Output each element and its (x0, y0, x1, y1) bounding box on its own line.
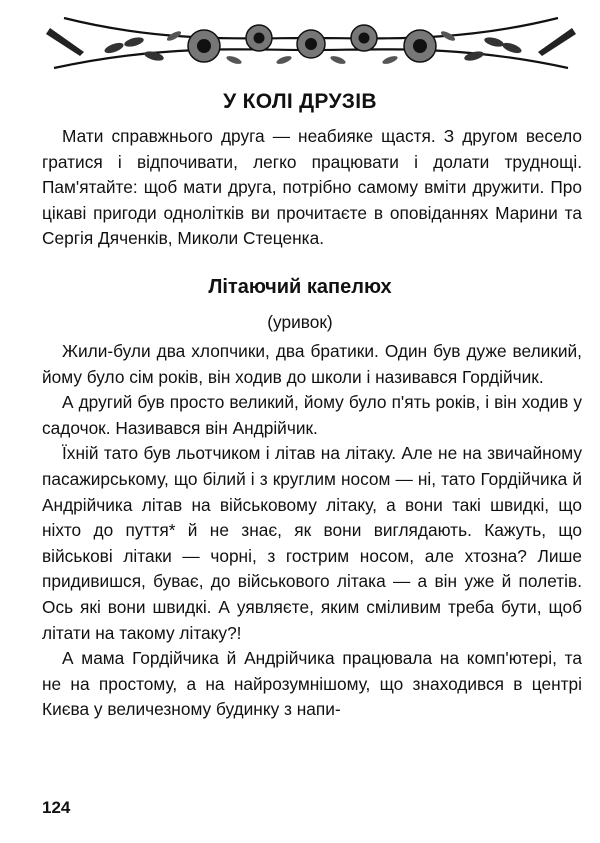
story-body (42, 339, 582, 723)
story-title: Літаючий капелюх (208, 276, 392, 298)
story-subtitle: (уривок) (267, 312, 333, 332)
story-paragraph: А мама Гордійчика й Андрійчика працювала на комп'ютері, та не на простому, а на найрозумнішому, що знаходився в центрі Києва у величезному будинку з напи- (42, 648, 582, 720)
story-paragraph: Жили-були два хлопчики, два братики. Один був дуже великий, йому було сім років, він ходив до школи і називався Гордійчик. (42, 341, 582, 387)
page-number: 124 (42, 798, 71, 817)
sunflower-wheat-border-icon (44, 8, 578, 78)
section-title: У КОЛІ ДРУЗІВ (223, 90, 377, 113)
story-paragraph: Їхній тато був льотчиком і літав на літаку. Але не на звичайному пасажирському, що білий і з круглим носом — ні, тато Гордійчика й Андрійчика літав на військовому літаку, а вони такі швидкі, що ніхто до пуття* й не знає, як вони виглядають. Кажуть, що військові літаки — чорні, з гострим носом, але хтозна? Лише придивишся, буває, до військового літака — а він уже й полетів. Ось які вони швидкі. А уявляєте, яким сміливим треба бути, щоб літати на такому літаку?! (42, 443, 582, 643)
intro-paragraph: Мати справжнього друга — неабияке щастя. З другом весело гратися і відпочивати, легко працювати і долати труднощі. Пам'ятайте: щоб мати друга, потрібно самому вміти дружити. Про цікаві пригоди однолітків ви прочитаєте в оповіданнях Марини та Сергія Дяченків, Миколи Стеценка. (42, 126, 582, 248)
story-paragraph: А другий був просто великий, йому було п'ять років, і він ходив у садочок. Називався він Андрійчик. (42, 392, 582, 438)
